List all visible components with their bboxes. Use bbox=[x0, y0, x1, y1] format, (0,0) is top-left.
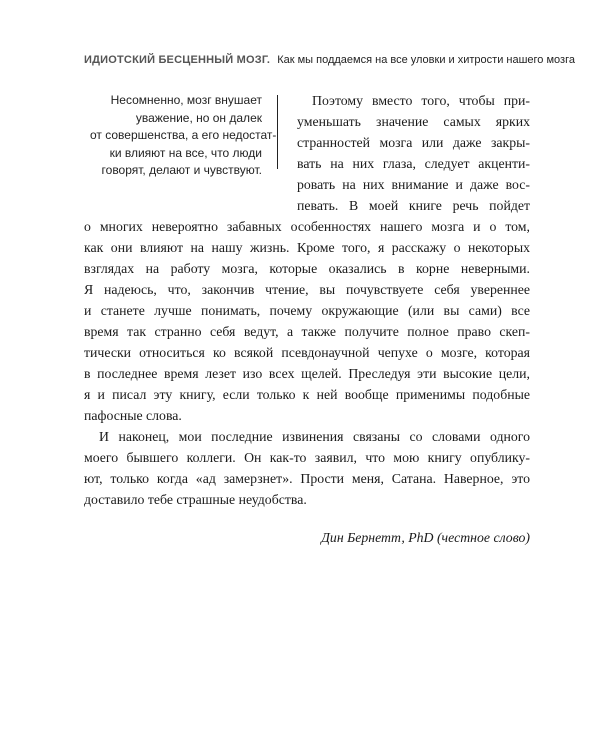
body-line: и станете лучше понимать, почему окружающие (или вы сами) все bbox=[84, 303, 530, 318]
body-line: певать. В моей книге речь пойдет bbox=[297, 198, 530, 213]
running-head-subtitle: Как мы поддаемся на все уловки и хитрости нашего мозга bbox=[277, 54, 575, 66]
pull-quote-divider bbox=[277, 95, 278, 169]
body-line: тически относиться ко всякой псевдонаучной чепухе о мозге, которая bbox=[84, 345, 530, 360]
body-line: вать на них глаза, следует акценти- bbox=[297, 156, 530, 171]
body-line: странностей мозга или даже закры- bbox=[297, 135, 530, 150]
pull-quote-line: ки влияют на все, что люди bbox=[109, 145, 262, 160]
pull-quote-line: Несомненно, мозг внушает bbox=[110, 93, 262, 107]
body-line: доставило тебе страшные неудобства. bbox=[84, 492, 307, 507]
pull-quote-line: говорят, делают и чувствуют. bbox=[101, 163, 262, 177]
body-line: ют, только когда «ад замерзнет». Прости меня, Сатана. Наверное, это bbox=[84, 471, 530, 486]
body-line: в последнее время лезет изо всех щелей. Преследуя эти высокие цели, bbox=[84, 366, 530, 381]
body-line: уменьшать значение самых ярких bbox=[297, 114, 530, 129]
body-line: взглядах на работу мозга, которые оказались в корне неверными. bbox=[84, 261, 530, 276]
body-line: Я надеюсь, что, закончив чтение, вы почувствуете себя увереннее bbox=[84, 282, 530, 297]
body-line: моего бывшего коллеги. Он как-то заявил, что мою книгу опублику- bbox=[84, 450, 530, 465]
body-line: время так странно себя ведут, а также получите полное право скеп- bbox=[84, 324, 530, 339]
body-line: И наконец, мои последние извинения связаны со словами одного bbox=[99, 429, 530, 444]
running-head-title: ИДИОТСКИЙ БЕСЦЕННЫЙ МОЗГ. bbox=[84, 54, 271, 66]
pull-quote-line: уважение, но он далек bbox=[135, 110, 262, 125]
pull-quote-line: от совершенства, а его недостат- bbox=[90, 128, 277, 142]
body-line: ровать на них внимание и даже вос- bbox=[297, 177, 530, 192]
body-line: Поэтому вместо того, чтобы при- bbox=[312, 93, 530, 108]
pull-quote bbox=[90, 92, 277, 180]
running-head bbox=[84, 54, 575, 66]
body-line: я и писал эту книгу, если только к ней вообще применимы подобные bbox=[84, 387, 530, 402]
body-line: как они влияют на нашу жизнь. Кроме того, я расскажу о некоторых bbox=[84, 240, 530, 255]
body-line: о многих невероятно забавных особенностях нашего мозга и о том, bbox=[84, 219, 530, 234]
body-line: пафосные слова. bbox=[84, 408, 182, 423]
author-signature: Дин Бернетт, PhD (честное слово) bbox=[321, 530, 530, 545]
